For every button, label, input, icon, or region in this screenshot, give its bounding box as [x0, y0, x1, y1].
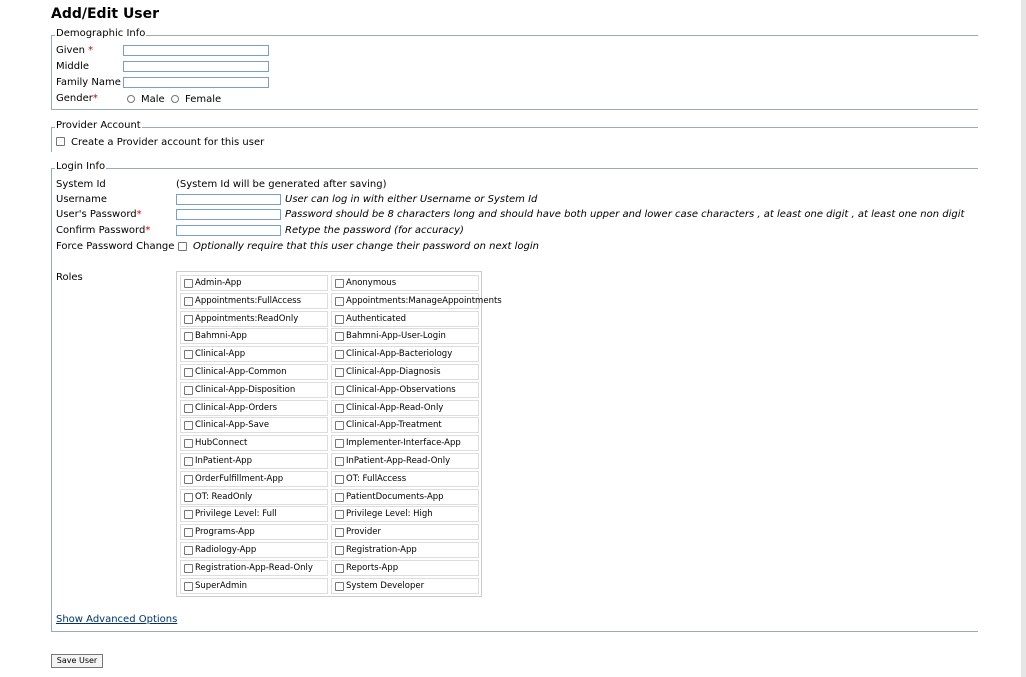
role-checkbox[interactable]: [184, 528, 193, 537]
provider-legend: Provider Account: [56, 120, 141, 131]
gender-female-label: Female: [185, 94, 222, 105]
role-checkbox[interactable]: [184, 510, 193, 519]
role-label: PatientDocuments-App: [346, 491, 444, 502]
role-item[interactable]: [180, 382, 328, 398]
role-checkbox[interactable]: [335, 439, 344, 448]
role-checkbox[interactable]: [335, 368, 344, 377]
force-password-hint: Optionally require that this user change their password on next login: [193, 241, 540, 252]
role-checkbox[interactable]: [335, 546, 344, 555]
role-item[interactable]: [180, 275, 328, 291]
force-password-checkbox[interactable]: [178, 242, 187, 251]
roles-table: [176, 271, 502, 597]
role-item[interactable]: [331, 293, 502, 309]
role-label: Privilege Level: High: [346, 509, 433, 520]
role-label: Clinical-App-Diagnosis: [346, 367, 441, 377]
page-title: Add/Edit User: [51, 6, 160, 22]
role-checkbox[interactable]: [335, 404, 344, 413]
create-provider-checkbox[interactable]: [56, 137, 65, 146]
role-checkbox[interactable]: [184, 368, 193, 377]
role-label: Clinical-App-Treatment: [346, 420, 442, 431]
role-item[interactable]: [180, 578, 328, 594]
role-label: Bahmni-App: [195, 331, 247, 342]
role-checkbox[interactable]: [184, 457, 193, 466]
given-input[interactable]: [123, 45, 269, 56]
role-checkbox[interactable]: [184, 332, 193, 341]
role-checkbox[interactable]: [335, 475, 344, 484]
role-label: Appointments:ReadOnly: [195, 313, 299, 324]
role-checkbox[interactable]: [184, 493, 193, 502]
role-checkbox[interactable]: [335, 386, 344, 395]
role-label: Provider: [346, 527, 381, 538]
role-checkbox[interactable]: [184, 439, 193, 448]
role-item[interactable]: [331, 346, 479, 362]
role-item[interactable]: [180, 506, 328, 522]
role-item[interactable]: [331, 417, 479, 433]
role-item[interactable]: [180, 435, 328, 451]
password-label: User's Password*: [56, 209, 142, 220]
role-label: Clinical-App-Save: [195, 420, 270, 431]
create-provider-label: Create a Provider account for this user: [71, 137, 265, 148]
role-item[interactable]: [180, 346, 328, 362]
role-label: Implementer-Interface-App: [346, 438, 461, 449]
family-name-label: Family Name: [56, 77, 121, 88]
role-checkbox[interactable]: [184, 386, 193, 395]
password-input[interactable]: [176, 209, 281, 220]
username-input[interactable]: [176, 194, 281, 205]
role-checkbox[interactable]: [184, 421, 193, 430]
role-checkbox[interactable]: [184, 315, 193, 324]
role-label: Registration-App-Read-Only: [195, 562, 313, 573]
save-user-button[interactable]: Save User: [51, 654, 103, 668]
gender-female-radio[interactable]: [171, 95, 179, 103]
role-item[interactable]: [331, 578, 479, 594]
role-item[interactable]: [331, 328, 479, 344]
role-checkbox[interactable]: [335, 493, 344, 502]
role-label: InPatient-App: [195, 456, 252, 466]
gender-label: Gender*: [56, 93, 98, 104]
role-item[interactable]: [180, 328, 328, 344]
role-item[interactable]: [180, 489, 328, 505]
role-checkbox[interactable]: [335, 421, 344, 430]
role-label: HubConnect: [195, 438, 248, 449]
role-checkbox[interactable]: [184, 297, 193, 306]
role-checkbox[interactable]: [335, 332, 344, 341]
role-item[interactable]: [331, 506, 479, 522]
role-item[interactable]: [180, 524, 328, 540]
gender-male-label: Male: [141, 94, 165, 105]
role-label: Clinical-App-Read-Only: [346, 402, 444, 413]
role-label: Reports-App: [346, 562, 399, 573]
username-label: Username: [56, 194, 107, 205]
role-item[interactable]: [180, 400, 328, 416]
demographic-legend: Demographic Info: [56, 28, 146, 39]
middle-label: Middle: [56, 61, 90, 72]
role-item[interactable]: [331, 524, 479, 540]
role-item[interactable]: [180, 471, 328, 487]
role-checkbox[interactable]: [184, 564, 193, 573]
role-item[interactable]: [331, 489, 479, 505]
role-checkbox[interactable]: [184, 350, 193, 359]
role-label: System Developer: [346, 580, 425, 591]
role-item[interactable]: [180, 542, 328, 558]
role-checkbox[interactable]: [335, 297, 344, 306]
username-hint: User can log in with either Username or System Id: [285, 194, 538, 205]
role-label: Admin-App: [195, 278, 242, 288]
role-item[interactable]: [180, 453, 328, 469]
role-label: Bahmni-App-User-Login: [346, 331, 446, 342]
role-item[interactable]: [331, 364, 479, 380]
role-item[interactable]: [180, 417, 328, 433]
given-label: Given *: [56, 45, 94, 56]
role-label: Clinical-App-Common: [195, 367, 287, 377]
role-label: SuperAdmin: [195, 580, 247, 591]
role-item[interactable]: [331, 471, 479, 487]
role-checkbox[interactable]: [335, 350, 344, 359]
role-item[interactable]: [331, 275, 479, 291]
role-item[interactable]: [331, 435, 479, 451]
role-label: Clinical-App-Orders: [195, 402, 278, 413]
roles-label: Roles: [56, 272, 83, 283]
role-item[interactable]: [331, 560, 479, 576]
confirm-password-input[interactable]: [176, 225, 281, 236]
role-label: Authenticated: [346, 313, 407, 324]
role-label: Clinical-App-Bacteriology: [346, 349, 453, 360]
role-label: Radiology-App: [195, 545, 257, 555]
login-legend: Login Info: [56, 161, 106, 172]
force-password-label: Force Password Change: [56, 241, 175, 252]
vertical-scrollbar[interactable]: [1021, 0, 1026, 677]
role-item[interactable]: [180, 560, 328, 576]
role-item[interactable]: [180, 293, 328, 309]
role-checkbox[interactable]: [335, 528, 344, 537]
role-label: OrderFulfillment-App: [195, 473, 284, 484]
role-item[interactable]: [180, 364, 328, 380]
role-checkbox[interactable]: [335, 315, 344, 324]
role-checkbox[interactable]: [184, 404, 193, 413]
role-item[interactable]: [331, 311, 479, 327]
role-item[interactable]: [331, 542, 479, 558]
role-checkbox[interactable]: [184, 546, 193, 555]
role-label: Appointments:ManageAppointments: [346, 295, 502, 306]
middle-input[interactable]: [123, 61, 269, 72]
role-checkbox[interactable]: [184, 475, 193, 484]
system-id-label: System Id: [56, 179, 106, 190]
confirm-password-label: Confirm Password*: [56, 225, 151, 236]
role-label: InPatient-App-Read-Only: [346, 456, 451, 466]
role-checkbox[interactable]: [335, 279, 344, 288]
role-checkbox[interactable]: [335, 457, 344, 466]
role-label: OT: FullAccess: [346, 473, 407, 484]
role-item[interactable]: [331, 453, 479, 469]
gender-male-radio[interactable]: [127, 95, 135, 103]
role-item[interactable]: [180, 311, 328, 327]
role-label: Clinical-App: [195, 349, 246, 360]
role-checkbox[interactable]: [184, 279, 193, 288]
role-label: OT: ReadOnly: [195, 491, 253, 502]
role-label: Registration-App: [346, 545, 417, 555]
role-checkbox[interactable]: [184, 582, 193, 591]
family-name-input[interactable]: [123, 77, 269, 88]
show-advanced-options-link[interactable]: Show Advanced Options: [56, 614, 178, 625]
role-label: Programs-App: [195, 527, 255, 538]
role-label: Clinical-App-Observations: [346, 384, 456, 395]
role-checkbox[interactable]: [335, 582, 344, 591]
role-item[interactable]: [331, 400, 479, 416]
role-label: Anonymous: [346, 278, 397, 288]
role-checkbox[interactable]: [335, 564, 344, 573]
role-label: Clinical-App-Disposition: [195, 384, 296, 395]
role-label: Privilege Level: Full: [195, 509, 277, 520]
role-item[interactable]: [331, 382, 479, 398]
role-checkbox[interactable]: [335, 510, 344, 519]
confirm-password-hint: Retype the password (for accuracy): [285, 225, 464, 236]
system-id-value: (System Id will be generated after saving): [176, 179, 387, 190]
password-hint: Password should be 8 characters long and should have both upper and lower case characters , at least one digit , at least one non digit: [285, 209, 965, 220]
role-label: Appointments:FullAccess: [195, 295, 302, 306]
